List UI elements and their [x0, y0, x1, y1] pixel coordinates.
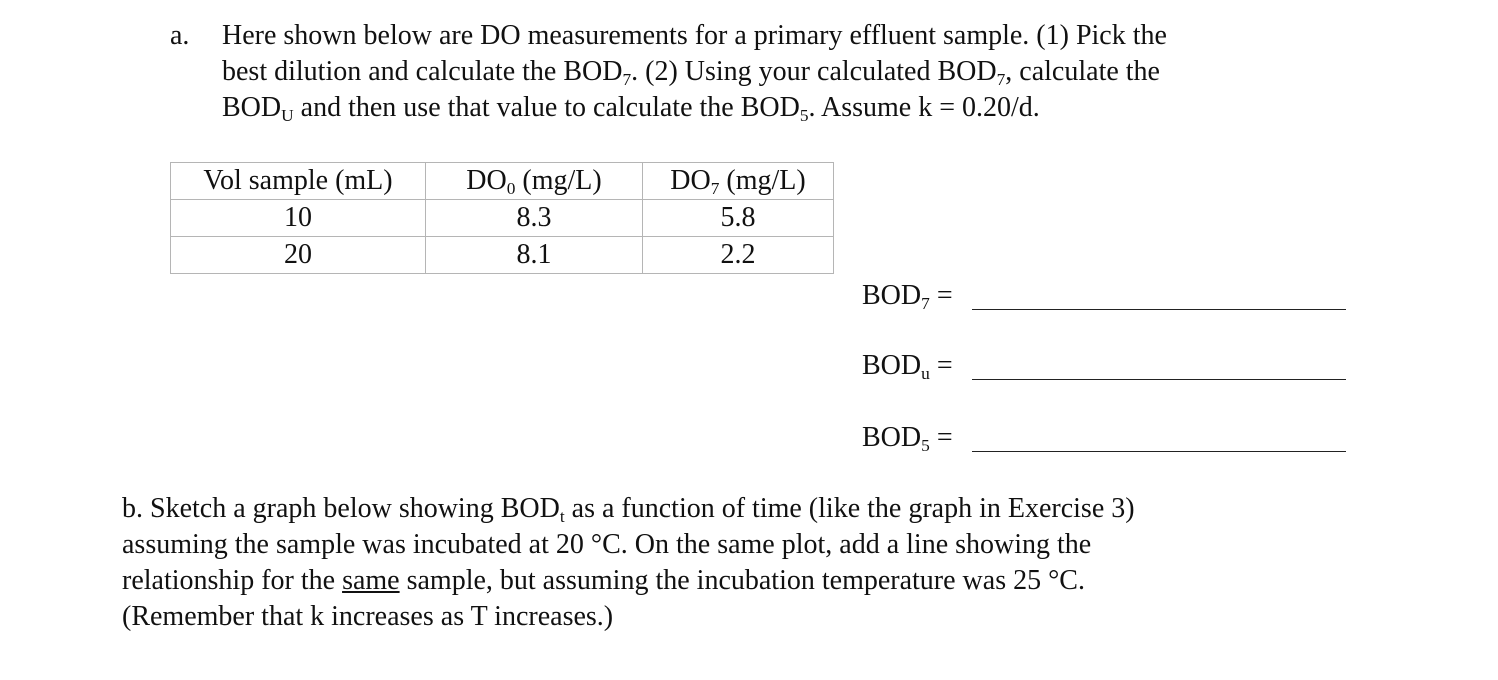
part-b-line-2: assuming the sample was incubated at 20 °C. On the same plot, add a line showing the	[122, 529, 1092, 560]
header-do7: DO7 (mg/L)	[643, 163, 834, 200]
table-cell: 20	[171, 237, 426, 274]
header-do0: DO0 (mg/L)	[426, 163, 643, 200]
question-part-b	[122, 491, 1135, 635]
answer-blank-line[interactable]	[972, 451, 1346, 452]
table-cell: 8.3	[426, 200, 643, 237]
part-a-line-3: BODU and then use that value to calculate the BOD5. Assume k = 0.20/d.	[222, 92, 1040, 125]
answer-bod7: BOD7 =	[862, 278, 953, 314]
part-a-marker: a.	[170, 20, 190, 51]
part-a-text	[222, 18, 1320, 126]
question-part-a	[170, 18, 1320, 126]
table-cell: 5.8	[643, 200, 834, 237]
table-row	[171, 200, 834, 237]
table-row	[171, 237, 834, 274]
part-b-line-4: (Remember that k increases as T increases.)	[122, 601, 614, 632]
table-header-row	[171, 163, 834, 200]
part-b-line-1: b. Sketch a graph below showing BODt as a function of time (like the graph in Exercise 3)	[122, 493, 1135, 526]
table-cell: 2.2	[643, 237, 834, 274]
answer-bodu: BODu =	[862, 348, 953, 384]
underlined-word: same	[342, 565, 400, 596]
header-vol-sample: Vol sample (mL)	[171, 163, 426, 200]
answer-bod5: BOD5 =	[862, 420, 953, 456]
part-a-line-1: Here shown below are DO measurements for a primary effluent sample. (1) Pick the	[222, 20, 1167, 51]
answer-blank-line[interactable]	[972, 379, 1346, 380]
table-cell: 8.1	[426, 237, 643, 274]
part-b-line-3: relationship for the same sample, but assuming the incubation temperature was 25 °C.	[122, 565, 1085, 596]
part-a-line-2: best dilution and calculate the BOD7. (2) Using your calculated BOD7, calculate the	[222, 56, 1160, 89]
do-measurements-table	[170, 162, 834, 274]
answer-blank-line[interactable]	[972, 309, 1346, 310]
table-cell: 10	[171, 200, 426, 237]
